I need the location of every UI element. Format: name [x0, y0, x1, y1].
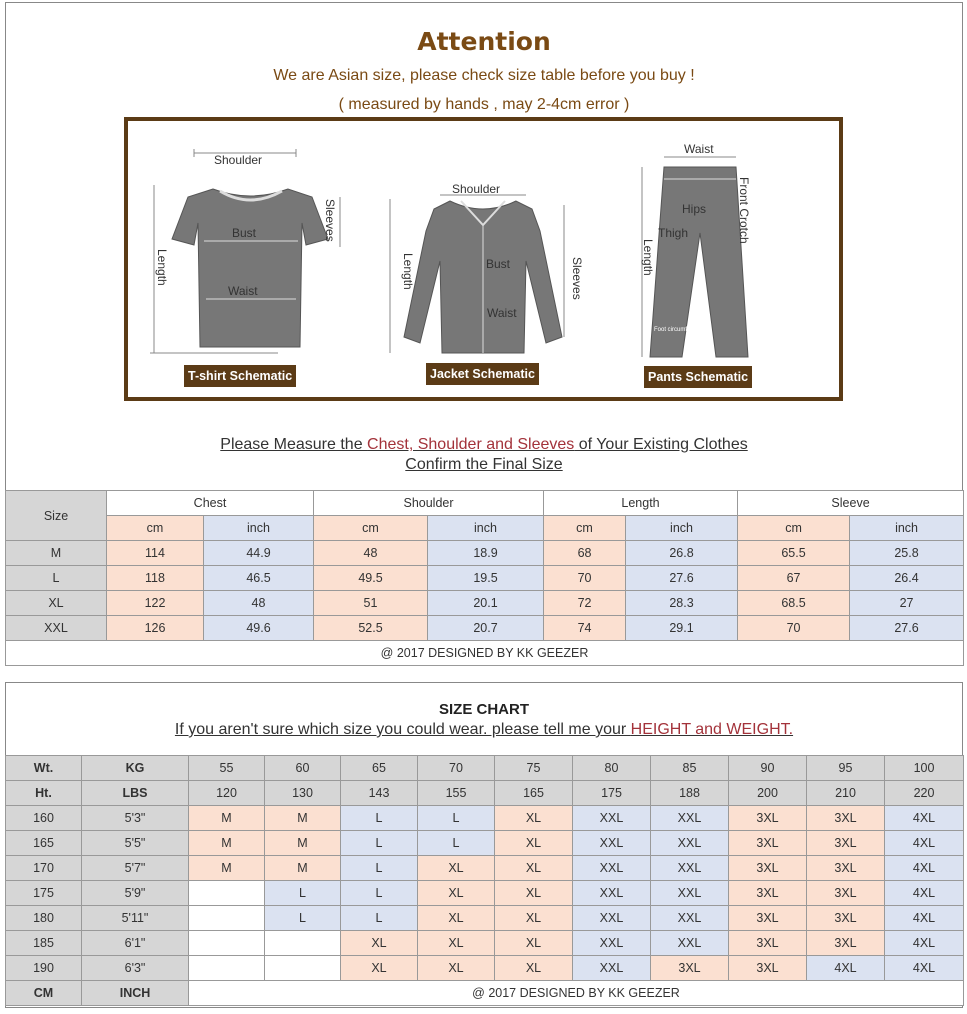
recommended-size-cell: 3XL [729, 806, 807, 831]
table-row [6, 881, 964, 906]
table-row [6, 931, 964, 956]
recommended-size-cell: 3XL [729, 931, 807, 956]
jacket-waist-label: Waist [487, 306, 517, 320]
size-table-unit-row [6, 516, 964, 541]
pants-schematic-label: Pants Schematic [644, 366, 752, 388]
kg-value: 85 [651, 756, 729, 781]
table-row [6, 806, 964, 831]
size-column-header: Size [6, 491, 107, 541]
pants-hips-label: Hips [682, 202, 707, 216]
size-name-cell: L [6, 566, 107, 591]
lbs-value: 200 [729, 781, 807, 806]
recommended-size-cell [265, 956, 341, 981]
tshirt-illustration [150, 149, 340, 353]
recommended-size-cell: 3XL [807, 831, 885, 856]
table-row [6, 856, 964, 881]
measurement-cell: 52.5 [314, 616, 428, 641]
recommended-size-cell: XXL [651, 806, 729, 831]
measurement-cell: 51 [314, 591, 428, 616]
lbs-value: 130 [265, 781, 341, 806]
height-inch-cell: 5'3" [82, 806, 189, 831]
recommended-size-cell: L [341, 856, 418, 881]
measurement-cell: 65.5 [738, 541, 850, 566]
table-row [6, 591, 964, 616]
recommended-size-cell: XL [495, 956, 573, 981]
recommended-size-cell: 4XL [885, 881, 964, 906]
recommended-size-cell: L [341, 881, 418, 906]
measure-error-notice: ( measured by hands , may 2-4cm error ) [338, 96, 630, 113]
measurement-cell: 20.7 [428, 616, 544, 641]
unit-header: cm [738, 516, 850, 541]
measurement-cell: 27 [850, 591, 964, 616]
measurement-cell: 48 [314, 541, 428, 566]
kg-value: 100 [885, 756, 964, 781]
measurement-cell: 74 [544, 616, 626, 641]
recommended-size-cell: 3XL [651, 956, 729, 981]
recommended-size-cell: 3XL [729, 856, 807, 881]
recommended-size-cell [189, 906, 265, 931]
recommended-size-cell: M [189, 856, 265, 881]
measurement-cell: 26.4 [850, 566, 964, 591]
table-row [6, 616, 964, 641]
recommended-size-cell: XL [495, 806, 573, 831]
recommended-size-cell: XL [418, 956, 495, 981]
attention-title: Attention [417, 27, 551, 56]
unit-header: cm [107, 516, 204, 541]
table-row [6, 566, 964, 591]
recommended-size-cell: XXL [573, 831, 651, 856]
measurement-cell: 49.6 [204, 616, 314, 641]
unit-header: inch [204, 516, 314, 541]
tshirt-length-label: Length [155, 249, 169, 286]
kg-value: 75 [495, 756, 573, 781]
measure-instruction-line1: Please Measure the Chest, Shoulder and Sleeves of Your Existing Clothes [220, 436, 748, 453]
height-weight-footer-row [6, 981, 964, 1006]
measurement-cell: 68 [544, 541, 626, 566]
measurement-cell: 25.8 [850, 541, 964, 566]
height-cm-cell: 160 [6, 806, 82, 831]
size-measurement-table [5, 490, 964, 666]
recommended-size-cell: 4XL [885, 931, 964, 956]
recommended-size-cell: XL [495, 906, 573, 931]
recommended-size-cell: 3XL [807, 881, 885, 906]
recommended-size-cell: XXL [573, 856, 651, 881]
jacket-sleeves-label: Sleeves [570, 257, 584, 300]
kg-value: 55 [189, 756, 265, 781]
lbs-value: 210 [807, 781, 885, 806]
size-table-group-row [6, 491, 964, 516]
pants-illustration [641, 142, 751, 357]
lbs-value: 155 [418, 781, 495, 806]
lbs-value: 165 [495, 781, 573, 806]
recommended-size-cell: 4XL [885, 906, 964, 931]
size-table-footer-row [6, 641, 964, 666]
measurement-cell: 72 [544, 591, 626, 616]
height-cm-cell: 170 [6, 856, 82, 881]
recommended-size-cell: M [189, 831, 265, 856]
recommended-size-cell: XXL [573, 906, 651, 931]
height-cm-cell: 165 [6, 831, 82, 856]
recommended-size-cell [189, 956, 265, 981]
pants-foot-label: Foot circumference [654, 327, 706, 333]
recommended-size-cell: XXL [651, 881, 729, 906]
pants-length-label: Length [641, 239, 655, 276]
height-weight-table [5, 755, 964, 1006]
pants-waist-label: Waist [684, 142, 714, 156]
recommended-size-cell: XXL [573, 931, 651, 956]
measure-instruction-line2: Confirm the Final Size [405, 456, 563, 473]
recommended-size-cell: 3XL [807, 931, 885, 956]
tshirt-waist-label: Waist [228, 284, 258, 298]
recommended-size-cell: 4XL [885, 956, 964, 981]
size-table-credit: @ 2017 DESIGNED BY KK GEEZER [6, 641, 964, 666]
unit-header: cm [544, 516, 626, 541]
height-inch-cell: 6'3" [82, 956, 189, 981]
kg-value: 90 [729, 756, 807, 781]
kg-value: 60 [265, 756, 341, 781]
measurement-cell: 48 [204, 591, 314, 616]
measurement-cell: 67 [738, 566, 850, 591]
lbs-label: LBS [82, 781, 189, 806]
height-inch-cell: 6'1" [82, 931, 189, 956]
recommended-size-cell: XXL [573, 956, 651, 981]
schematic-illustrations [128, 121, 839, 397]
kg-value: 70 [418, 756, 495, 781]
measurement-cell: 20.1 [428, 591, 544, 616]
measurement-cell: 46.5 [204, 566, 314, 591]
measure-instructions [6, 435, 962, 475]
recommended-size-cell: 3XL [729, 831, 807, 856]
recommended-size-cell: 3XL [807, 906, 885, 931]
size-name-cell: XL [6, 591, 107, 616]
table-row [6, 831, 964, 856]
recommended-size-cell: XXL [651, 931, 729, 956]
recommended-size-cell: M [189, 806, 265, 831]
recommended-size-cell: L [341, 806, 418, 831]
recommended-size-cell: 4XL [885, 831, 964, 856]
pants-front-crotch-label: Front Crotch [737, 177, 751, 244]
length-header: Length [544, 491, 738, 516]
measurement-cell: 18.9 [428, 541, 544, 566]
recommended-size-cell: XL [418, 906, 495, 931]
height-inch-cell: 5'7" [82, 856, 189, 881]
recommended-size-cell: 3XL [807, 806, 885, 831]
jacket-length-label: Length [401, 253, 415, 290]
unit-header: cm [314, 516, 428, 541]
recommended-size-cell: XXL [573, 806, 651, 831]
recommended-size-cell: 3XL [729, 881, 807, 906]
height-inch-cell: 5'11" [82, 906, 189, 931]
kg-value: 65 [341, 756, 418, 781]
size-name-cell: M [6, 541, 107, 566]
recommended-size-cell: 4XL [885, 806, 964, 831]
measurement-cell: 126 [107, 616, 204, 641]
recommended-size-cell: M [265, 806, 341, 831]
jacket-schematic-label: Jacket Schematic [426, 363, 539, 385]
unit-header: inch [850, 516, 964, 541]
size-chart-credit: @ 2017 DESIGNED BY KK GEEZER [189, 981, 964, 1006]
measurement-cell: 68.5 [738, 591, 850, 616]
size-table-body [6, 541, 964, 641]
schematic-frame [124, 117, 843, 401]
chest-header: Chest [107, 491, 314, 516]
ht-label: Ht. [6, 781, 82, 806]
recommended-size-cell: XL [418, 856, 495, 881]
recommended-size-cell: XL [495, 881, 573, 906]
measurement-cell: 49.5 [314, 566, 428, 591]
height-weight-body [6, 806, 964, 981]
cm-label: CM [6, 981, 82, 1006]
recommended-size-cell [265, 931, 341, 956]
lbs-value: 175 [573, 781, 651, 806]
asian-size-notice: We are Asian size, please check size table before you buy ! [273, 67, 695, 84]
measurement-cell: 44.9 [204, 541, 314, 566]
recommended-size-cell: 4XL [885, 856, 964, 881]
recommended-size-cell: L [265, 906, 341, 931]
recommended-size-cell: XL [495, 856, 573, 881]
measurement-cell: 29.1 [626, 616, 738, 641]
recommended-size-cell: XL [495, 831, 573, 856]
recommended-size-cell: L [265, 881, 341, 906]
kg-row [6, 756, 964, 781]
recommended-size-cell: XL [341, 956, 418, 981]
tshirt-bust-label: Bust [232, 226, 257, 240]
kg-value: 80 [573, 756, 651, 781]
tshirt-shoulder-label: Shoulder [214, 153, 263, 167]
table-row [6, 906, 964, 931]
recommended-size-cell: L [418, 831, 495, 856]
lbs-value: 143 [341, 781, 418, 806]
tshirt-schematic-label: T-shirt Schematic [184, 365, 296, 387]
measurement-cell: 27.6 [850, 616, 964, 641]
height-cm-cell: 180 [6, 906, 82, 931]
table-row [6, 541, 964, 566]
size-name-cell: XXL [6, 616, 107, 641]
measurement-cell: 114 [107, 541, 204, 566]
table-row [6, 956, 964, 981]
size-chart-note: If you aren't sure which size you could wear. please tell me your HEIGHT and WEIGHT. [174, 721, 794, 738]
recommended-size-cell: L [418, 806, 495, 831]
jacket-illustration [390, 182, 584, 353]
recommended-size-cell: XL [495, 931, 573, 956]
measurement-cell: 19.5 [428, 566, 544, 591]
height-cm-cell: 175 [6, 881, 82, 906]
measurement-cell: 122 [107, 591, 204, 616]
recommended-size-cell: XL [418, 881, 495, 906]
recommended-size-cell: XL [418, 931, 495, 956]
wt-label: Wt. [6, 756, 82, 781]
recommended-size-cell [189, 931, 265, 956]
recommended-size-cell: 3XL [807, 856, 885, 881]
recommended-size-cell: L [341, 906, 418, 931]
height-inch-cell: 5'9" [82, 881, 189, 906]
tshirt-sleeves-label: Sleeves [323, 199, 337, 242]
recommended-size-cell: 4XL [807, 956, 885, 981]
unit-header: inch [428, 516, 544, 541]
recommended-size-cell: M [265, 831, 341, 856]
sleeve-header: Sleeve [738, 491, 964, 516]
recommended-size-cell: XXL [651, 856, 729, 881]
recommended-size-cell: L [341, 831, 418, 856]
height-inch-cell: 5'5" [82, 831, 189, 856]
height-weight-header [6, 756, 964, 806]
measurement-cell: 27.6 [626, 566, 738, 591]
recommended-size-cell: M [265, 856, 341, 881]
recommended-size-cell [189, 881, 265, 906]
recommended-size-cell: XXL [651, 831, 729, 856]
jacket-shoulder-label: Shoulder [452, 182, 501, 196]
recommended-size-cell: XXL [651, 906, 729, 931]
lbs-row [6, 781, 964, 806]
kg-value: 95 [807, 756, 885, 781]
pants-thigh-label: Thigh [658, 226, 689, 240]
lbs-value: 220 [885, 781, 964, 806]
measurement-cell: 28.3 [626, 591, 738, 616]
recommended-size-cell: 3XL [729, 906, 807, 931]
measurement-cell: 70 [738, 616, 850, 641]
kg-label: KG [82, 756, 189, 781]
shoulder-header: Shoulder [314, 491, 544, 516]
size-chart-title: SIZE CHART [439, 701, 529, 718]
height-cm-cell: 190 [6, 956, 82, 981]
recommended-size-cell: XXL [573, 881, 651, 906]
unit-header: inch [626, 516, 738, 541]
inch-label: INCH [82, 981, 189, 1006]
jacket-bust-label: Bust [486, 257, 511, 271]
lbs-value: 120 [189, 781, 265, 806]
measurement-cell: 118 [107, 566, 204, 591]
lbs-value: 188 [651, 781, 729, 806]
recommended-size-cell: 3XL [729, 956, 807, 981]
measurement-cell: 26.8 [626, 541, 738, 566]
recommended-size-cell: XL [341, 931, 418, 956]
measurement-cell: 70 [544, 566, 626, 591]
height-cm-cell: 185 [6, 931, 82, 956]
